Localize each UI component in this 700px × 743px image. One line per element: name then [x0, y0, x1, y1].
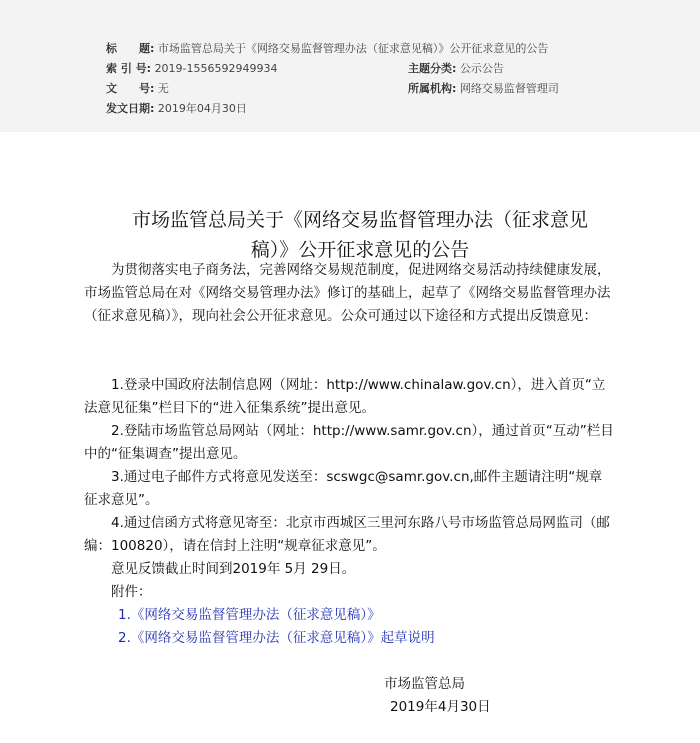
- method-2-paragraph: 2.登陆市场监管总局网站（网址：http://www.samr.gov.cn），通过首页“互动”栏目中的“征集调查”提出意见。: [84, 423, 614, 462]
- meta-index-row: [106, 60, 278, 78]
- signature-organization: 市场监管总局: [384, 676, 465, 692]
- meta-topic-row: [408, 60, 504, 78]
- method-1-paragraph: 1.登录中国政府法制信息网（网址：http://www.chinalaw.gov.cn），进入首页“立法意见征集”栏目下的“进入征集系统”提出意见。: [84, 377, 606, 416]
- document-title-line-2: 稿）》公开征求意见的公告: [250, 239, 470, 261]
- attachments-label: 附件：: [84, 584, 152, 600]
- method-4-paragraph: 4.通过信函方式将意见寄至：北京市西城区三里河东路八号市场监管总局网监司（邮编：100820），请在信封上注明“规章征求意见”。: [84, 515, 610, 554]
- document-metadata-panel: [0, 0, 700, 132]
- meta-topic-value: 公示公告: [459, 62, 504, 75]
- attachment-link-draft[interactable]: 1.《网络交易监督管理办法（征求意见稿）》: [118, 607, 381, 623]
- meta-date-row: [106, 100, 247, 118]
- meta-docno-label: 文 号:: [106, 82, 155, 95]
- meta-title-label: 标 题:: [106, 42, 155, 55]
- intro-paragraph: 为贯彻落实电子商务法，完善网络交易规范制度，促进网络交易活动持续健康发展，市场监管总局在对《网络交易管理办法》修订的基础上，起草了《网络交易监督管理办法（征求意见稿）》，现向社会公开征求意见。公众可通过以下途径和方式提出反馈意见：: [84, 262, 611, 324]
- document-title: [110, 205, 610, 265]
- meta-index-label: 索 引 号:: [106, 62, 152, 75]
- meta-title-value: 市场监管总局关于《网络交易监督管理办法（征求意见稿）》公开征求意见的公告: [157, 42, 549, 55]
- meta-org-label: 所属机构:: [408, 82, 457, 95]
- meta-docno-value: 无: [157, 82, 169, 95]
- meta-org-value: 网络交易监督管理司: [459, 82, 559, 95]
- meta-date-value: 2019年04月30日: [157, 102, 247, 115]
- meta-index-value: 2019-1556592949934: [154, 62, 278, 75]
- deadline-paragraph: 意见反馈截止时间到2019年 5月 29日。: [84, 561, 356, 577]
- document-title-line-1: 市场监管总局关于《网络交易监督管理办法（征求意见: [131, 209, 588, 231]
- meta-title-row: [106, 40, 548, 58]
- meta-topic-label: 主题分类:: [408, 62, 457, 75]
- signature-date: 2019年4月30日: [390, 699, 491, 715]
- attachment-link-explanation[interactable]: 2.《网络交易监督管理办法（征求意见稿）》起草说明: [118, 630, 435, 646]
- meta-date-label: 发文日期:: [106, 102, 155, 115]
- method-3-paragraph: 3.通过电子邮件方式将意见发送至：scswgc@samr.gov.cn,邮件主题请注明“规章征求意见”。: [84, 469, 603, 508]
- meta-org-row: [408, 80, 559, 98]
- meta-docno-row: [106, 80, 169, 98]
